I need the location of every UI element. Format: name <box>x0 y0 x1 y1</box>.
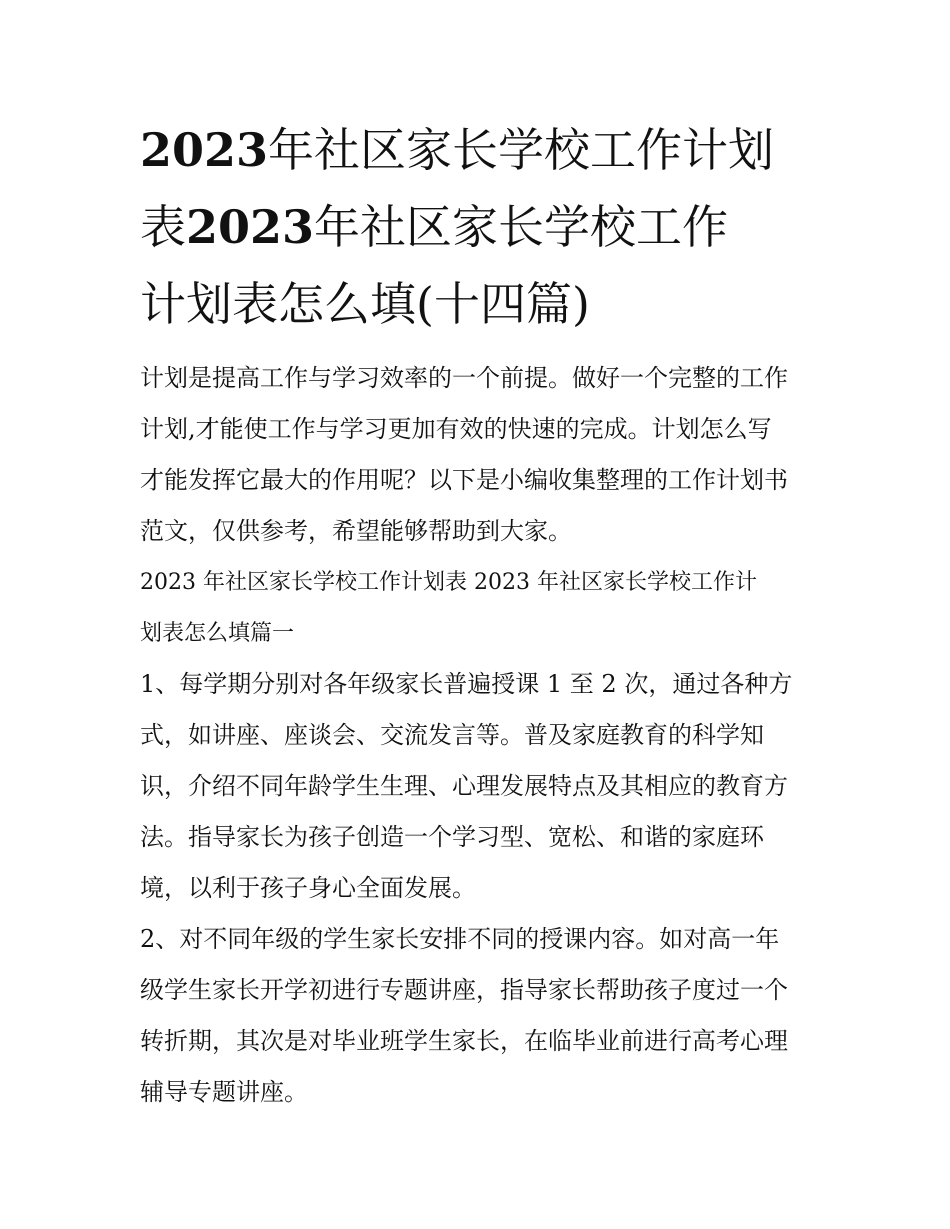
text-line: 1、每学期分别对各年级家长普遍授课 1 至 2 次，通过各种方 <box>140 670 793 698</box>
title-line <box>140 112 820 189</box>
text-line: 2、对不同年级的学生家长安排不同的授课内容。如对高一年 <box>140 925 780 953</box>
text-line: 计划是提高工作与学习效率的一个前提。做好一个完整的工作 <box>140 364 788 392</box>
text-line: 才能发挥它最大的作用呢？以下是小编收集整理的工作计划书 <box>140 466 788 494</box>
title-text: 计划表怎么填(十四篇) <box>140 277 590 331</box>
text-line: 2023 年社区家长学校工作计划表 2023 年社区家长学校工作计 <box>140 570 757 595</box>
text-line: 范文，仅供参考，希望能够帮助到大家。 <box>140 517 572 545</box>
title-year: 2023 <box>186 200 315 254</box>
text-line: 式，如讲座、座谈会、交流发言等。普及家庭教育的科学知 <box>140 721 764 749</box>
document-body <box>140 353 820 1118</box>
title-text: 年社区家长学校工作 <box>314 200 729 254</box>
text-line: 识，介绍不同年龄学生生理、心理发展特点及其相应的教育方 <box>140 772 788 800</box>
item-paragraph <box>140 659 820 914</box>
text-line: 法。指导家长为孩子创造一个学习型、宽松、和谐的家庭环 <box>140 823 764 851</box>
title-year: 2023 <box>140 123 269 177</box>
title-line <box>140 189 820 266</box>
intro-paragraph <box>140 353 820 557</box>
title-line <box>140 266 820 343</box>
text-line: 划表怎么填篇一 <box>140 621 295 646</box>
text-line: 境，以利于孩子身心全面发展。 <box>140 874 476 902</box>
title-text: 年社区家长学校工作计划 <box>268 123 775 177</box>
title-text: 表 <box>140 200 186 254</box>
document-title <box>140 112 820 343</box>
section-heading <box>140 557 820 659</box>
text-line: 计划,才能使工作与学习更加有效的快速的完成。计划怎么写 <box>140 415 772 443</box>
item-paragraph <box>140 914 820 1118</box>
text-line: 转折期，其次是对毕业班学生家长，在临毕业前进行高考心理 <box>140 1027 788 1055</box>
text-line: 辅导专题讲座。 <box>140 1078 308 1106</box>
text-line: 级学生家长开学初进行专题讲座，指导家长帮助孩子度过一个 <box>140 976 788 1004</box>
